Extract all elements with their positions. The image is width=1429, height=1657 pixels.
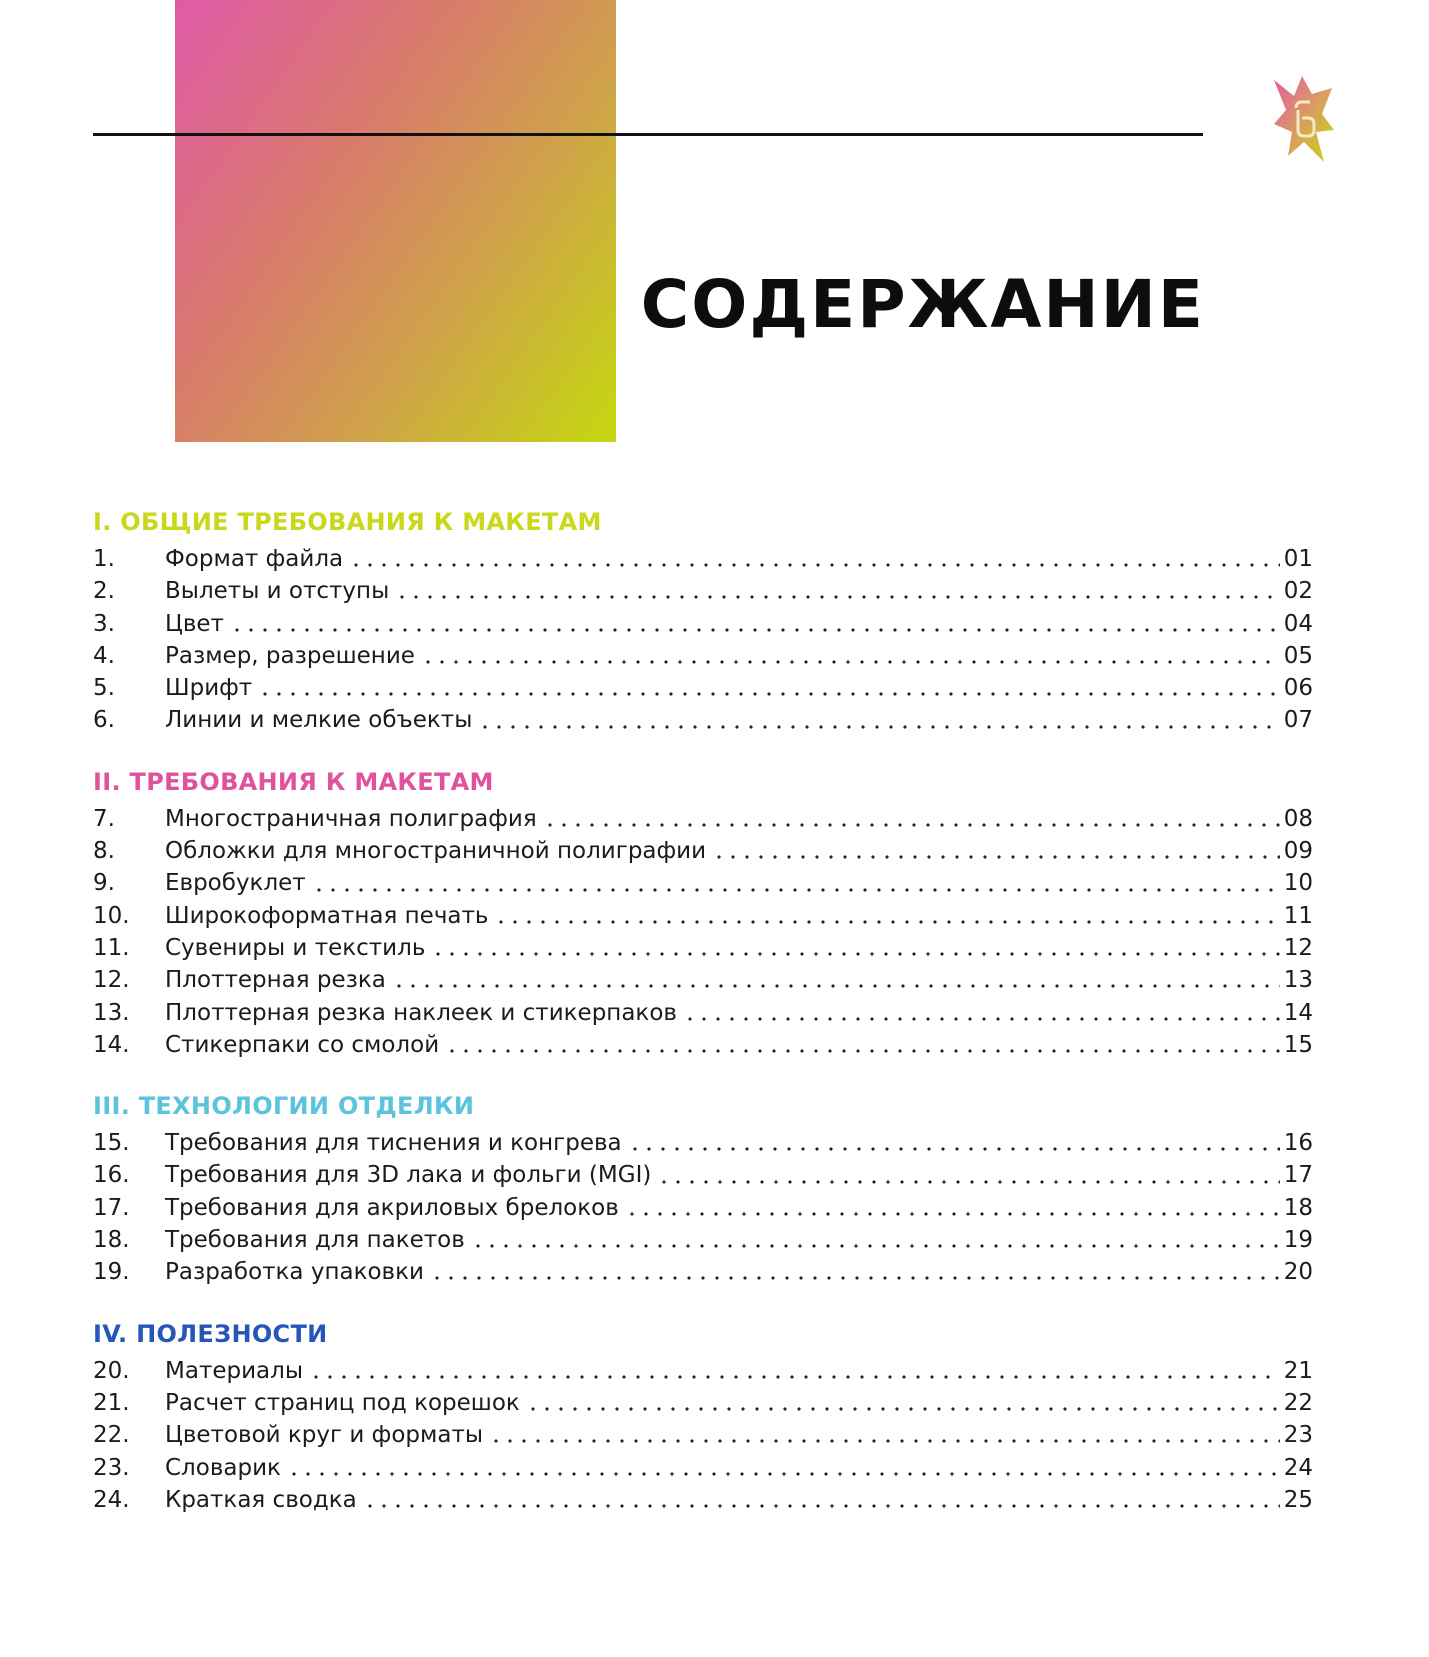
dot-leader: [421, 660, 1280, 664]
toc-entry-page: 19: [1283, 1227, 1313, 1254]
dot-leader: [445, 1049, 1280, 1053]
toc-entry[interactable]: [93, 608, 1313, 640]
toc-entry-number: 10.: [93, 902, 130, 929]
section-heading: II. ТРЕБОВАНИЯ К МАКЕТАМ: [93, 767, 494, 796]
toc-entry-title: Шрифт: [165, 675, 253, 702]
section-heading: I. ОБЩИЕ ТРЕБОВАНИЯ К МАКЕТАМ: [93, 508, 602, 536]
dot-leader: [349, 563, 1280, 567]
toc-entry-title: Многостраничная полиграфия: [165, 805, 537, 832]
toc-entry-title: Плоттерная резка наклеек и стикерпаков: [165, 999, 677, 1026]
toc-entry[interactable]: [93, 1192, 1313, 1224]
toc-entry-number: 3.: [93, 610, 115, 637]
page-title: СОДЕРЖАНИЕ: [640, 266, 1205, 343]
toc-entry-number: 12.: [93, 967, 130, 994]
toc-section: [93, 1089, 1313, 1288]
toc-entry-page: 06: [1283, 675, 1313, 702]
toc-entry-number: 2.: [93, 578, 115, 605]
dot-leader: [494, 920, 1279, 924]
toc-entry-title: Цветовой круг и форматы: [165, 1422, 484, 1449]
dot-leader: [230, 628, 1280, 632]
toc-entry-title: Обложки для многостраничной полиграфии: [165, 838, 707, 865]
toc-entry-page: 16: [1283, 1130, 1313, 1157]
toc-entry[interactable]: [93, 1256, 1313, 1288]
toc-entry-number: 1.: [93, 546, 115, 572]
toc-entry-number: 13.: [93, 999, 130, 1026]
toc-entry-title: Словарик: [165, 1454, 281, 1481]
header-divider: [93, 133, 1203, 136]
dot-leader: [430, 1276, 1280, 1280]
toc-entry-title: Цвет: [165, 610, 224, 637]
toc-entry-title: Требования для 3D лака и фольги (MGI): [165, 1162, 652, 1189]
toc-entry-page: 02: [1283, 578, 1313, 605]
toc-entry-page: 13: [1283, 967, 1313, 994]
dot-leader: [312, 888, 1280, 892]
toc-entry-page: 01: [1283, 546, 1313, 572]
toc-entry-page: 22: [1283, 1389, 1313, 1416]
toc-entry-title: Расчет страниц под корешок: [165, 1389, 520, 1416]
toc-entry-number: 11.: [93, 934, 130, 961]
toc-entry-title: Стикерпаки со смолой: [165, 1031, 440, 1058]
toc-entry[interactable]: [93, 704, 1313, 736]
dot-leader: [628, 1147, 1280, 1151]
dot-leader: [363, 1504, 1280, 1508]
toc-entry-title: Материалы: [165, 1357, 303, 1384]
toc-entry-title: Плоттерная резка: [165, 967, 386, 994]
toc-entry[interactable]: [93, 543, 1313, 575]
toc-entry-page: 10: [1283, 870, 1313, 897]
dot-leader: [712, 855, 1280, 859]
toc-entry-number: 18.: [93, 1227, 130, 1254]
toc-entry-title: Линии и мелкие объекты: [165, 707, 473, 734]
toc-entry-page: 21: [1283, 1357, 1313, 1384]
toc-entry-title: Разработка упаковки: [165, 1259, 424, 1286]
toc-entry-page: 15: [1283, 1031, 1313, 1058]
dot-leader: [395, 595, 1279, 599]
toc-entry[interactable]: [93, 1387, 1313, 1419]
toc-entry-page: 04: [1283, 610, 1313, 637]
toc-entry[interactable]: [93, 964, 1313, 996]
dot-leader: [478, 725, 1279, 729]
toc-entry[interactable]: [93, 575, 1313, 607]
toc-entry-number: 22.: [93, 1422, 130, 1449]
dot-leader: [657, 1180, 1279, 1184]
toc-entry-number: 23.: [93, 1454, 130, 1481]
toc-entry-number: 5.: [93, 675, 115, 702]
toc-entry-title: Размер, разрешение: [165, 642, 415, 669]
decorative-gradient-block: [175, 0, 616, 442]
toc-entry-title: Требования для пакетов: [165, 1227, 465, 1254]
toc-entry-number: 8.: [93, 838, 115, 865]
toc-entry[interactable]: [93, 1224, 1313, 1256]
section-heading: IV. ПОЛЕЗНОСТИ: [93, 1319, 328, 1348]
toc-entry-page: 05: [1283, 642, 1313, 669]
toc-entry-page: 09: [1283, 838, 1313, 865]
dot-leader: [489, 1439, 1280, 1443]
toc-section: [93, 1317, 1313, 1516]
toc-entry-title: Требования для тиснения и конгрева: [165, 1130, 622, 1157]
toc-entry-page: 07: [1283, 707, 1313, 734]
dot-leader: [309, 1375, 1280, 1379]
toc-entry-number: 15.: [93, 1130, 130, 1157]
toc-entry-number: 4.: [93, 642, 115, 669]
toc-entry-page: 23: [1283, 1422, 1313, 1449]
dot-leader: [543, 823, 1280, 827]
toc-entry-title: Требования для акриловых брелоков: [165, 1194, 619, 1221]
toc-entry-page: 24: [1283, 1454, 1313, 1481]
toc-entry[interactable]: [93, 1355, 1313, 1387]
toc-entry[interactable]: [93, 1127, 1313, 1159]
toc-entry-title: Вылеты и отступы: [165, 578, 390, 605]
toc-entry-page: 14: [1283, 999, 1313, 1026]
toc-entry-title: Широкоформатная печать: [165, 902, 489, 929]
toc-entry-number: 14.: [93, 1031, 130, 1058]
toc-entry[interactable]: [93, 835, 1313, 867]
toc-entry[interactable]: [93, 1452, 1313, 1484]
toc-entry-page: 25: [1283, 1486, 1313, 1513]
toc-entry[interactable]: [93, 932, 1313, 964]
toc-entry[interactable]: [93, 867, 1313, 899]
toc-entry-number: 19.: [93, 1259, 130, 1286]
dot-leader: [287, 1472, 1280, 1476]
dot-leader: [431, 952, 1279, 956]
toc-entry-number: 24.: [93, 1486, 130, 1513]
dot-leader: [471, 1244, 1280, 1248]
toc-entry[interactable]: [93, 1419, 1313, 1451]
toc-entry-title: Евробуклет: [165, 870, 306, 897]
section-heading: III. ТЕХНОЛОГИИ ОТДЕЛКИ: [93, 1092, 475, 1121]
toc-entry-page: 11: [1283, 902, 1313, 929]
dot-leader: [392, 984, 1280, 988]
dot-leader: [258, 692, 1280, 696]
toc-entry-number: 17.: [93, 1194, 130, 1221]
toc-entry-number: 21.: [93, 1389, 130, 1416]
toc-entry-page: 12: [1283, 934, 1313, 961]
toc-entry-page: 20: [1283, 1259, 1313, 1286]
toc-entry-number: 7.: [93, 805, 115, 832]
toc-entry-title: Краткая сводка: [165, 1486, 357, 1513]
dot-leader: [625, 1212, 1280, 1216]
toc-entry-number: 9.: [93, 870, 115, 897]
toc-entry-number: 6.: [93, 707, 115, 734]
toc-section: [93, 765, 1313, 1061]
brand-logo-icon: [1272, 74, 1336, 166]
toc-entry[interactable]: [93, 900, 1313, 932]
toc-entry[interactable]: [93, 1484, 1313, 1516]
toc-entry-title: Формат файла: [165, 546, 344, 572]
toc-entry[interactable]: [93, 1029, 1313, 1061]
toc-section: [93, 505, 1313, 737]
dot-leader: [683, 1017, 1280, 1021]
toc-entry[interactable]: [93, 1159, 1313, 1191]
toc-entry-title: Сувениры и текстиль: [165, 934, 426, 961]
toc-entry-number: 20.: [93, 1357, 130, 1384]
toc-entry[interactable]: [93, 997, 1313, 1029]
toc-entry[interactable]: [93, 672, 1313, 704]
dot-leader: [526, 1407, 1280, 1411]
toc-entry[interactable]: [93, 803, 1313, 835]
toc-entry-page: 17: [1283, 1162, 1313, 1189]
toc-entry-page: 08: [1283, 805, 1313, 832]
toc-entry-page: 18: [1283, 1194, 1313, 1221]
table-of-contents: [93, 505, 1313, 1544]
toc-entry[interactable]: [93, 640, 1313, 672]
toc-entry-number: 16.: [93, 1162, 130, 1189]
